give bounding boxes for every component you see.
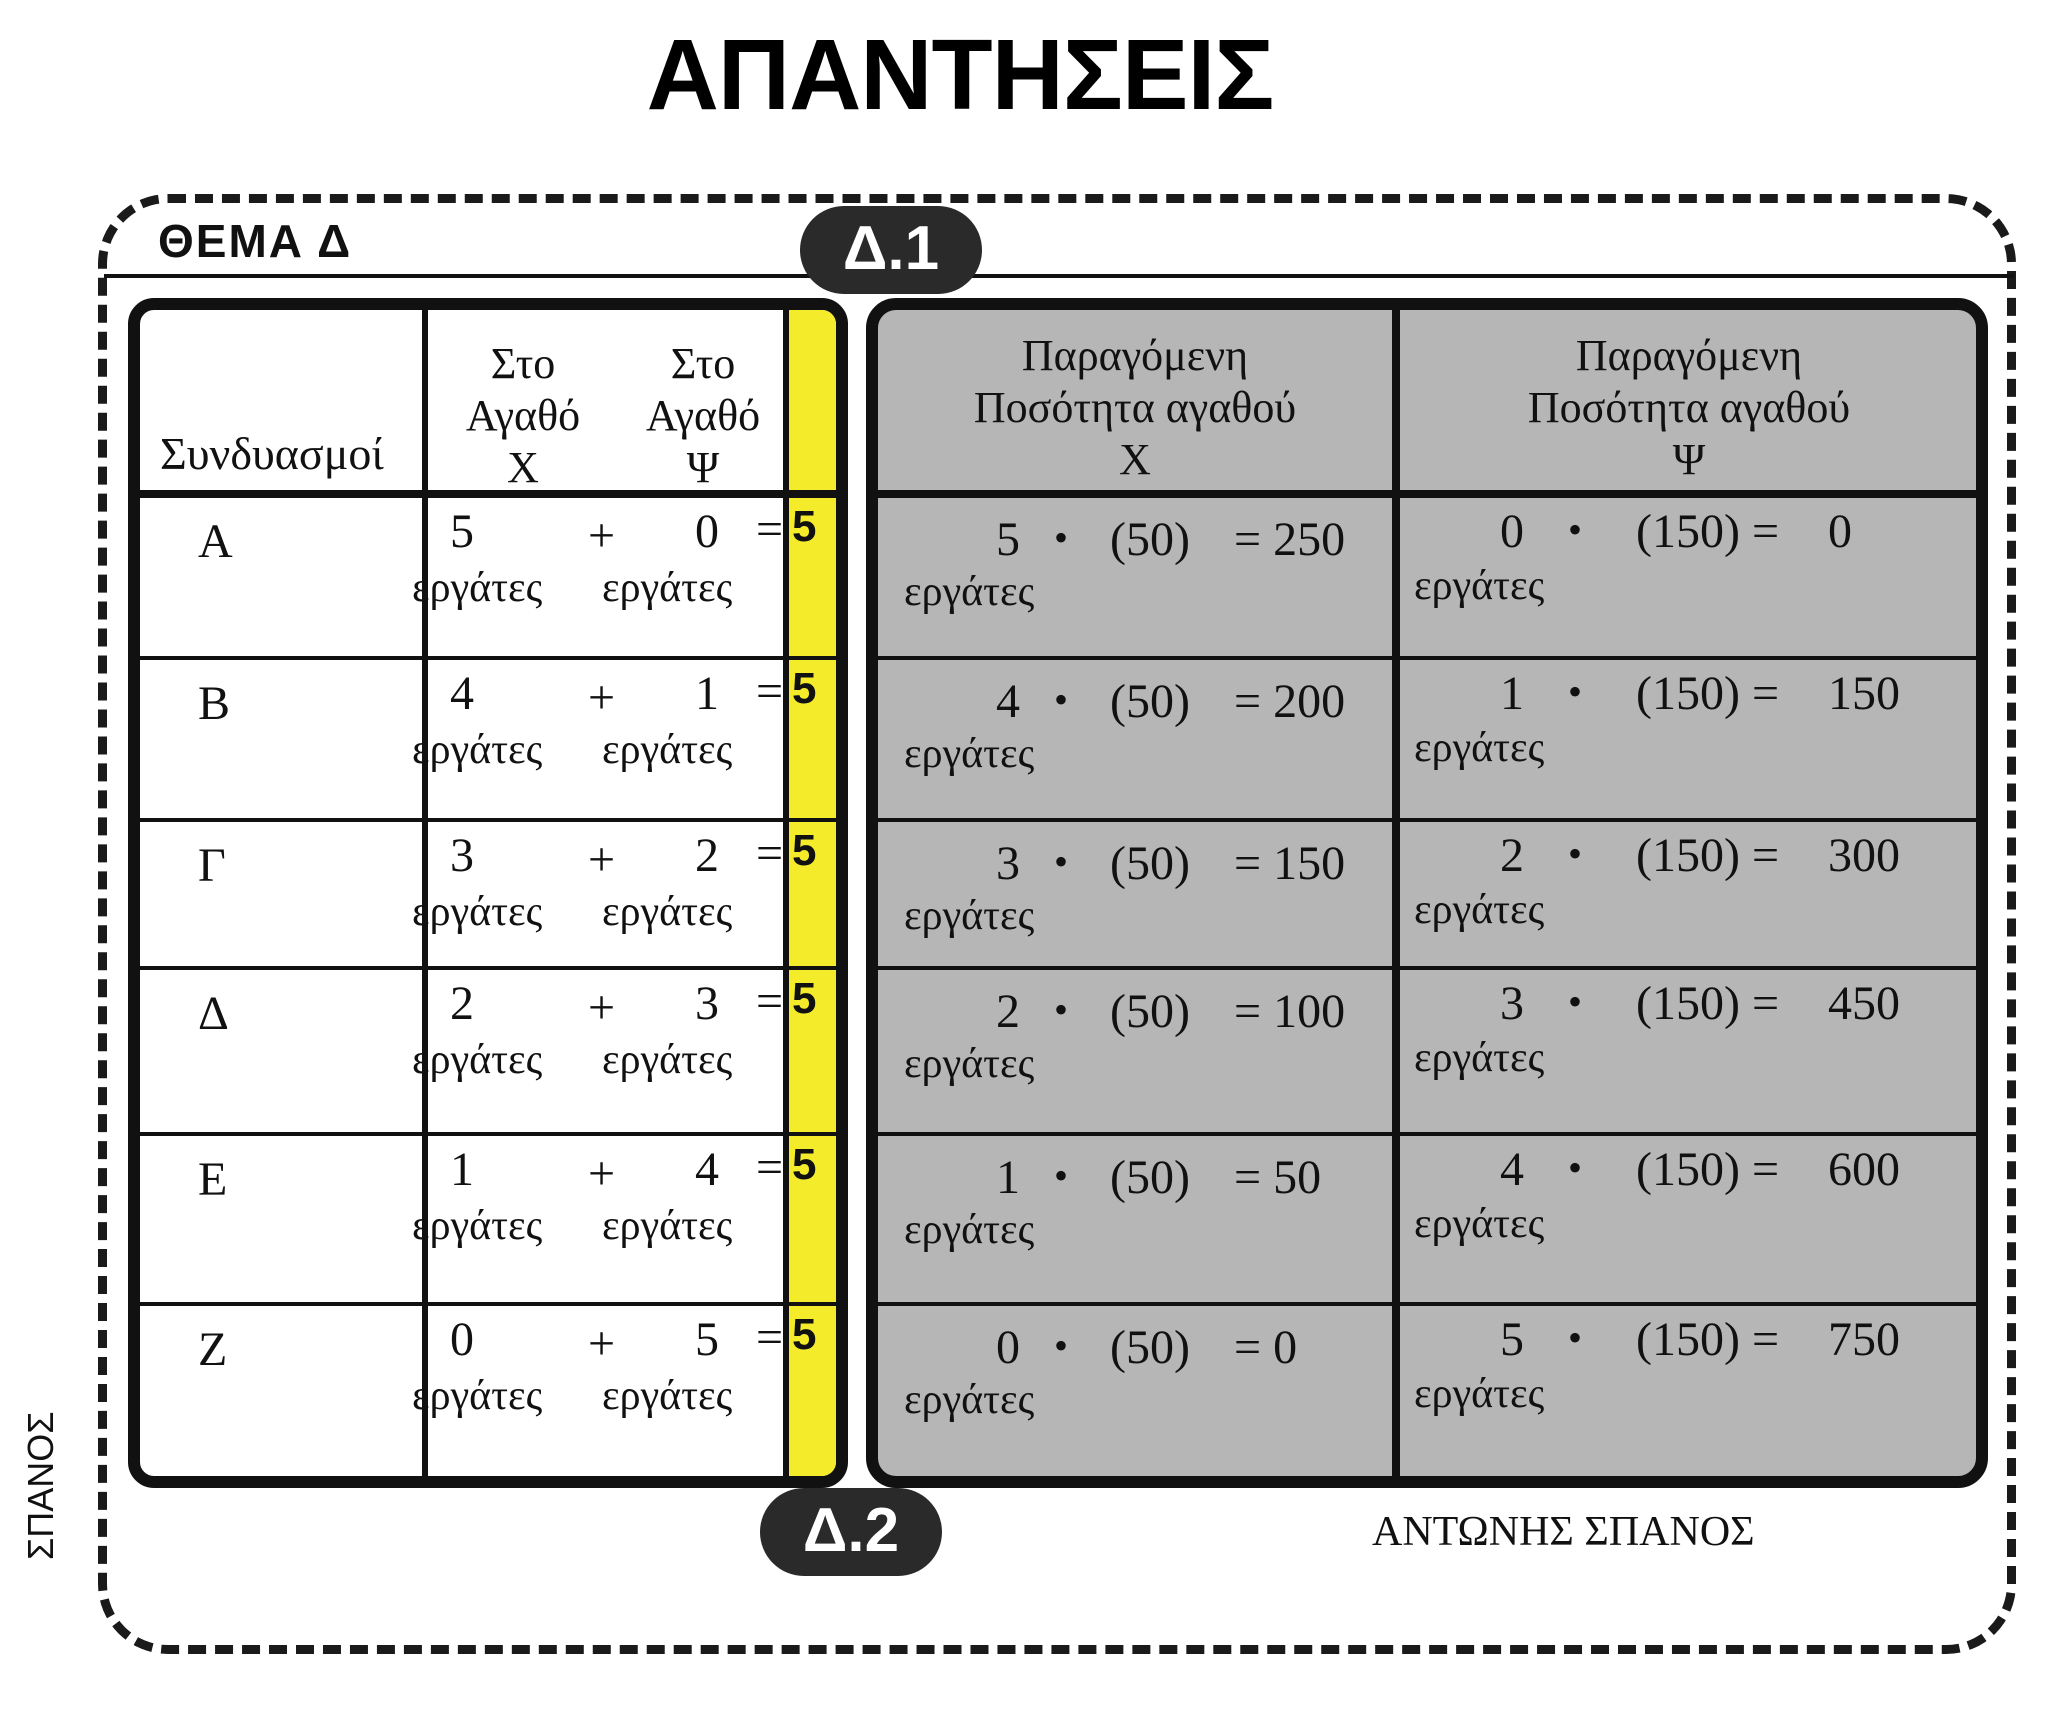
produced-y-multiplier: (150) = <box>1636 829 1780 882</box>
workers-word-x: εργάτες <box>412 727 543 773</box>
produced-y-workers: 2 <box>1500 829 1524 882</box>
side-text-wrap <box>20 1411 61 1720</box>
produced-x-workers-word: εργάτες <box>904 893 1035 939</box>
workers-word-y: εργάτες <box>602 565 733 611</box>
workers-y: 2 <box>695 829 719 882</box>
produced-x-workers-word: εργάτες <box>904 1377 1035 1423</box>
workers-word-x: εργάτες <box>412 1373 543 1419</box>
row-divider <box>878 656 1976 660</box>
row-divider <box>140 1132 836 1136</box>
plus-sign: + <box>588 509 616 562</box>
combo-label: Δ <box>198 987 229 1040</box>
workers-x: 0 <box>450 1313 474 1366</box>
workers-y: 5 <box>695 1313 719 1366</box>
multiply-dot: • <box>1054 987 1069 1032</box>
produced-x-multiplier: (50) <box>1110 985 1190 1038</box>
produced-x-workers: 1 <box>996 1151 1020 1204</box>
produced-x-result: = 0 <box>1234 1321 1298 1374</box>
workers-y: 1 <box>695 667 719 720</box>
produced-x-multiplier: (50) <box>1110 513 1190 566</box>
produced-y-workers-word: εργάτες <box>1414 1035 1545 1081</box>
workers-x: 5 <box>450 505 474 558</box>
produced-x-result: = 200 <box>1234 675 1346 728</box>
equals-sign: = <box>756 975 784 1028</box>
produced-y-result: 600 <box>1828 1143 1900 1196</box>
produced-x-result: = 100 <box>1234 985 1346 1038</box>
workers-word-x: εργάτες <box>412 1037 543 1083</box>
badge-d2: Δ.2 <box>760 1488 942 1576</box>
produced-x-multiplier: (50) <box>1110 1151 1190 1204</box>
combo-label: Γ <box>198 839 226 892</box>
produced-x-multiplier: (50) <box>1110 675 1190 728</box>
header-produced-y-line2: Ποσότητα αγαθού <box>1527 383 1851 432</box>
produced-y-result: 750 <box>1828 1313 1900 1366</box>
produced-x-result: = 50 <box>1234 1151 1322 1204</box>
total-workers: 5 <box>792 502 817 551</box>
combo-label: Ε <box>198 1153 228 1206</box>
header-divider <box>878 490 1976 498</box>
header-good-y-line3: Ψ <box>686 443 720 492</box>
produced-x-workers: 3 <box>996 837 1020 890</box>
equals-sign: = <box>756 665 784 718</box>
total-workers: 5 <box>792 1310 817 1359</box>
produced-x-workers: 5 <box>996 513 1020 566</box>
produced-x-workers: 2 <box>996 985 1020 1038</box>
multiply-dot: • <box>1568 507 1583 552</box>
header-produced-y-line3: Ψ <box>1672 435 1706 484</box>
produced-y-workers-word: εργάτες <box>1414 725 1545 771</box>
plus-sign: + <box>588 1317 616 1370</box>
row-divider <box>140 966 836 970</box>
row-divider <box>878 966 1976 970</box>
total-workers: 5 <box>792 826 817 875</box>
row-divider <box>140 818 836 822</box>
multiply-dot: • <box>1568 979 1583 1024</box>
produced-y-result: 150 <box>1828 667 1900 720</box>
production-table <box>866 298 1988 1488</box>
header-produced-x <box>878 330 1392 486</box>
multiply-dot: • <box>1568 669 1583 714</box>
produced-x-workers-word: εργάτες <box>904 1041 1035 1087</box>
workers-word-y: εργάτες <box>602 727 733 773</box>
header-produced-x-line3: Χ <box>1119 435 1151 484</box>
side-author-text: ΣΠΑΝΟΣ <box>20 1411 61 1560</box>
produced-y-workers: 0 <box>1500 505 1524 558</box>
produced-y-multiplier: (150) = <box>1636 1313 1780 1366</box>
produced-y-result: 450 <box>1828 977 1900 1030</box>
header-good-y-line1: Στο <box>670 339 736 388</box>
author-footer: ΑΝΤΩΝΗΣ ΣΠΑΝΟΣ <box>1372 1509 1755 1555</box>
plus-sign: + <box>588 981 616 1034</box>
header-good-x-line1: Στο <box>490 339 556 388</box>
equals-sign: = <box>756 1311 784 1364</box>
page-title: ΑΠΑΝΤΗΣΕΙΣ <box>646 19 1274 131</box>
workers-word-x: εργάτες <box>412 565 543 611</box>
workers-x: 4 <box>450 667 474 720</box>
produced-y-workers-word: εργάτες <box>1414 1371 1545 1417</box>
workers-word-x: εργάτες <box>412 1203 543 1249</box>
total-workers: 5 <box>792 1140 817 1189</box>
multiply-dot: • <box>1568 1315 1583 1360</box>
multiply-dot: • <box>1568 831 1583 876</box>
produced-x-result: = 150 <box>1234 837 1346 890</box>
produced-x-workers-word: εργάτες <box>904 569 1035 615</box>
header-good-x-line2: Αγαθό <box>465 391 581 440</box>
row-divider <box>878 1302 1976 1306</box>
combo-label: Α <box>198 515 233 568</box>
plus-sign: + <box>588 833 616 886</box>
produced-y-workers: 4 <box>1500 1143 1524 1196</box>
produced-x-multiplier: (50) <box>1110 837 1190 890</box>
produced-y-workers-word: εργάτες <box>1414 887 1545 933</box>
multiply-dot: • <box>1054 515 1069 560</box>
produced-y-workers-word: εργάτες <box>1414 1201 1545 1247</box>
workers-word-y: εργάτες <box>602 1203 733 1249</box>
total-workers: 5 <box>792 974 817 1023</box>
plus-sign: + <box>588 1147 616 1200</box>
total-workers: 5 <box>792 664 817 713</box>
row-divider <box>878 1132 1976 1136</box>
equals-sign: = <box>756 503 784 556</box>
row-divider <box>140 1302 836 1306</box>
header-produced-x-line1: Παραγόμενη <box>1021 331 1249 380</box>
produced-x-workers-word: εργάτες <box>904 731 1035 777</box>
produced-y-result: 300 <box>1828 829 1900 882</box>
multiply-dot: • <box>1054 677 1069 722</box>
row-divider <box>878 818 1976 822</box>
workers-word-x: εργάτες <box>412 889 543 935</box>
workers-word-y: εργάτες <box>602 889 733 935</box>
combinations-table <box>128 298 848 1488</box>
produced-y-multiplier: (150) = <box>1636 977 1780 1030</box>
plus-sign: + <box>588 671 616 724</box>
produced-y-multiplier: (150) = <box>1636 1143 1780 1196</box>
multiply-dot: • <box>1054 839 1069 884</box>
workers-x: 1 <box>450 1143 474 1196</box>
produced-x-workers: 4 <box>996 675 1020 728</box>
workers-word-y: εργάτες <box>602 1037 733 1083</box>
header-produced-y <box>1400 330 1978 486</box>
multiply-dot: • <box>1054 1323 1069 1368</box>
multiply-dot: • <box>1568 1145 1583 1190</box>
produced-y-workers: 5 <box>1500 1313 1524 1366</box>
badge-d1: Δ.1 <box>800 206 982 294</box>
workers-x: 2 <box>450 977 474 1030</box>
produced-x-multiplier: (50) <box>1110 1321 1190 1374</box>
header-good-x-line3: Χ <box>507 443 539 492</box>
produced-y-multiplier: (150) = <box>1636 505 1780 558</box>
produced-y-workers: 3 <box>1500 977 1524 1030</box>
workers-x: 3 <box>450 829 474 882</box>
workers-y: 4 <box>695 1143 719 1196</box>
produced-y-workers: 1 <box>1500 667 1524 720</box>
produced-x-workers-word: εργάτες <box>904 1207 1035 1253</box>
equals-sign: = <box>756 1141 784 1194</box>
theme-heading: ΘΕΜΑ Δ <box>158 215 353 267</box>
header-rule <box>104 274 2014 278</box>
produced-y-multiplier: (150) = <box>1636 667 1780 720</box>
header-good-y <box>618 338 788 494</box>
header-combos: Συνδυασμοί <box>160 428 384 479</box>
multiply-dot: • <box>1054 1153 1069 1198</box>
produced-y-workers-word: εργάτες <box>1414 563 1545 609</box>
header-produced-x-line2: Ποσότητα αγαθού <box>973 383 1297 432</box>
workers-y: 3 <box>695 977 719 1030</box>
combo-label: Β <box>198 677 231 730</box>
produced-y-result: 0 <box>1828 505 1852 558</box>
workers-word-y: εργάτες <box>602 1373 733 1419</box>
workers-y: 0 <box>695 505 719 558</box>
row-divider <box>140 656 836 660</box>
equals-sign: = <box>756 827 784 880</box>
produced-x-result: = 250 <box>1234 513 1346 566</box>
combo-label: Ζ <box>198 1323 228 1376</box>
header-good-x <box>438 338 608 494</box>
header-produced-y-line1: Παραγόμενη <box>1575 331 1803 380</box>
header-good-y-line2: Αγαθό <box>645 391 761 440</box>
produced-x-workers: 0 <box>996 1321 1020 1374</box>
